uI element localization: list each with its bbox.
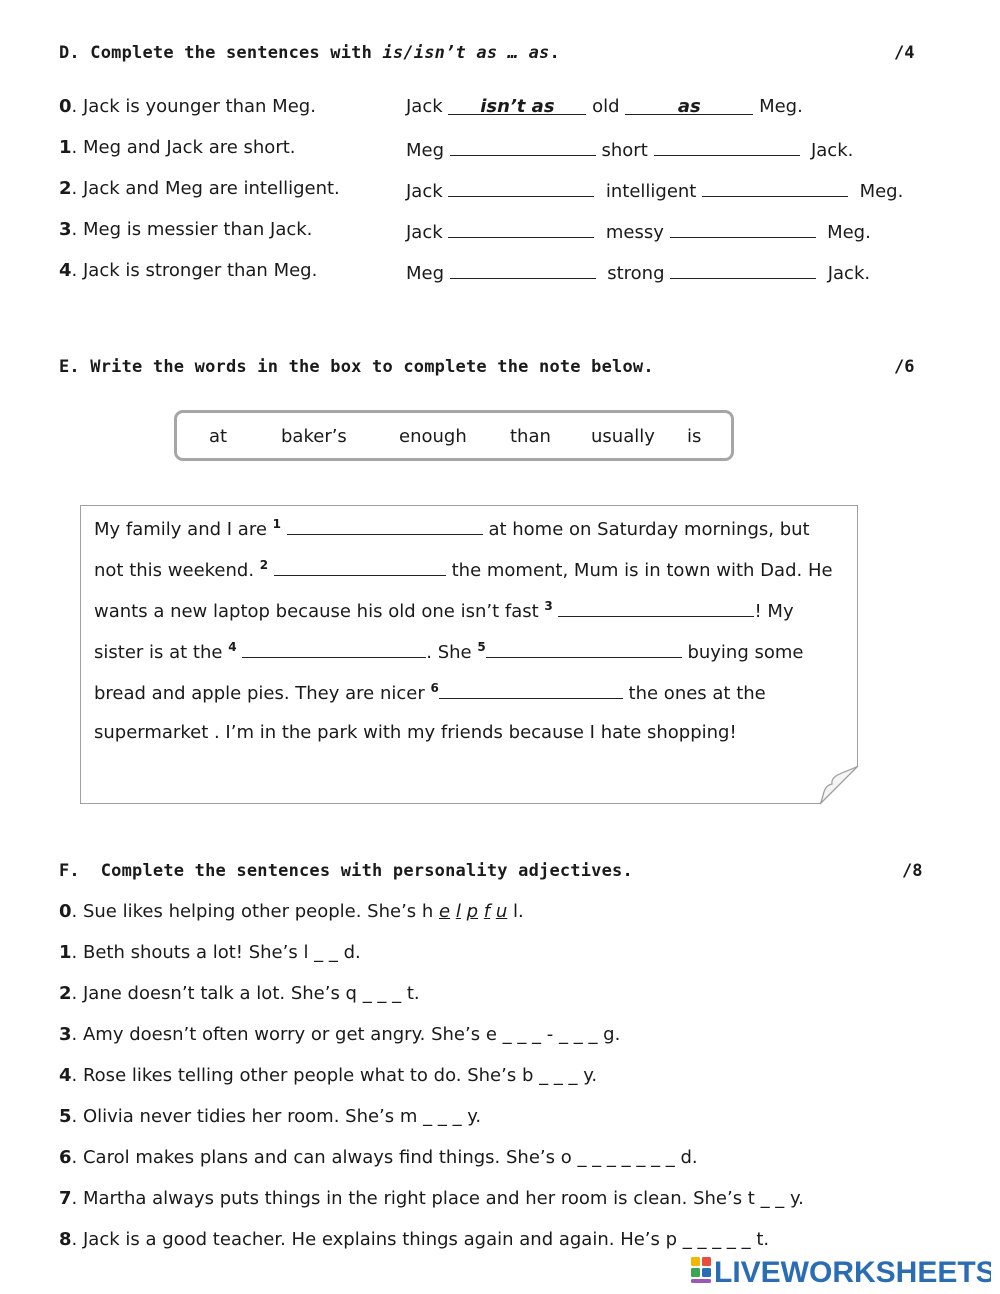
e-blank-1[interactable] bbox=[287, 518, 483, 535]
d-blank-4a[interactable] bbox=[450, 260, 596, 279]
word-box-item: than bbox=[510, 426, 551, 447]
f-item-7[interactable]: 7. Martha always puts things in the right place and her room is clean. She’s t _ _ y. bbox=[59, 1188, 804, 1209]
word-box-item: enough bbox=[399, 426, 467, 447]
note-line-4: sister is at the $^4$ . She $^5$ buying some bbox=[94, 640, 804, 663]
word-box-item: usually bbox=[591, 426, 655, 447]
f-item-4[interactable]: 4. Rose likes telling other people what to do. She’s b _ _ _ y. bbox=[59, 1065, 598, 1086]
section-e-score: /6 bbox=[894, 357, 915, 377]
f-item-8[interactable]: 8. Jack is a good teacher. He explains things again and again. He’s p _ _ _ _ _ t. bbox=[59, 1229, 770, 1250]
d-sentence-2: 2. Jack and Meg are intelligent. bbox=[59, 178, 340, 199]
e-blank-3[interactable] bbox=[558, 600, 754, 617]
d-sentence-4: 4. Jack is stronger than Meg. bbox=[59, 260, 318, 281]
section-e-heading: E. Write the words in the box to complete the note below. bbox=[59, 357, 654, 377]
d-answer-line-2: Jack intelligent Meg. bbox=[406, 178, 903, 202]
e-blank-2[interactable] bbox=[274, 559, 446, 576]
f-item-2[interactable]: 2. Jane doesn’t talk a lot. She’s q _ _ _ t. bbox=[59, 983, 420, 1004]
d-sentence-1: 1. Meg and Jack are short. bbox=[59, 137, 296, 158]
word-box-item: is bbox=[687, 426, 702, 447]
e-blank-6[interactable] bbox=[439, 682, 623, 699]
f-example: 0. Sue likes helping other people. She’s h e l p f u l. bbox=[59, 901, 524, 922]
page-curl-icon bbox=[818, 764, 860, 806]
f-item-6[interactable]: 6. Carol makes plans and can always find things. She’s o _ _ _ _ _ _ _ d. bbox=[59, 1147, 698, 1168]
note-line-1: My family and I are $^1$ at home on Saturday mornings, but bbox=[94, 517, 810, 540]
logo-wordmark: LIVEWORKSHEETS bbox=[714, 1256, 991, 1286]
f-item-1[interactable]: 1. Beth shouts a lot! She’s l _ _ d. bbox=[59, 942, 361, 963]
section-d-heading: D. Complete the sentences with is/isn’t as … as. bbox=[59, 43, 560, 63]
d-blank-1a[interactable] bbox=[450, 137, 596, 156]
d-sentence-3: 3. Meg is messier than Jack. bbox=[59, 219, 313, 240]
d-blank-2a[interactable] bbox=[448, 178, 594, 197]
section-f-score: /8 bbox=[902, 861, 923, 881]
note-line-5: bread and apple pies. They are nicer $^6$ the ones at the bbox=[94, 681, 766, 704]
word-box-item: baker’s bbox=[281, 426, 347, 447]
d-blank-3b[interactable] bbox=[670, 219, 816, 238]
section-d-score: /4 bbox=[894, 43, 915, 63]
d-answer-line-3: Jack messy Meg. bbox=[406, 219, 871, 243]
liveworksheets-logo-mark bbox=[691, 1254, 991, 1286]
d-blank-2b[interactable] bbox=[702, 178, 848, 197]
note-line-3: wants a new laptop because his old one isn’t fast $^3$ ! My bbox=[94, 599, 794, 622]
d-answer-line-4: Meg strong Jack. bbox=[406, 260, 870, 284]
f-item-3[interactable]: 3. Amy doesn’t often worry or get angry. She’s e _ _ _ - _ _ _ g. bbox=[59, 1024, 621, 1045]
f-item-5[interactable]: 5. Olivia never tidies her room. She’s m _ _ _ y. bbox=[59, 1106, 482, 1127]
d-blank-0b[interactable]: as bbox=[625, 96, 753, 115]
note-line-2: not this weekend. $^2$ the moment, Mum is in town with Dad. He bbox=[94, 558, 833, 581]
liveworksheets-logo bbox=[691, 1254, 991, 1291]
d-blank-3a[interactable] bbox=[448, 219, 594, 238]
e-blank-4[interactable] bbox=[242, 641, 426, 658]
word-box-item: at bbox=[209, 426, 228, 447]
d-sentence-0: 0. Jack is younger than Meg. bbox=[59, 96, 316, 117]
e-blank-5[interactable] bbox=[486, 641, 682, 658]
section-f-heading: F. Complete the sentences with personality adjectives. bbox=[59, 861, 633, 881]
note-card bbox=[80, 505, 858, 804]
word-box bbox=[174, 410, 734, 461]
d-answer-line-1: Meg short Jack. bbox=[406, 137, 853, 161]
d-blank-4b[interactable] bbox=[670, 260, 816, 279]
note-line-6: supermarket . I’m in the park with my friends because I hate shopping! bbox=[94, 722, 737, 743]
d-blank-0a[interactable]: isn’t as bbox=[448, 96, 586, 115]
d-answer-line-0: Jack isn’t as old as Meg. bbox=[406, 96, 803, 117]
d-blank-1b[interactable] bbox=[654, 137, 800, 156]
